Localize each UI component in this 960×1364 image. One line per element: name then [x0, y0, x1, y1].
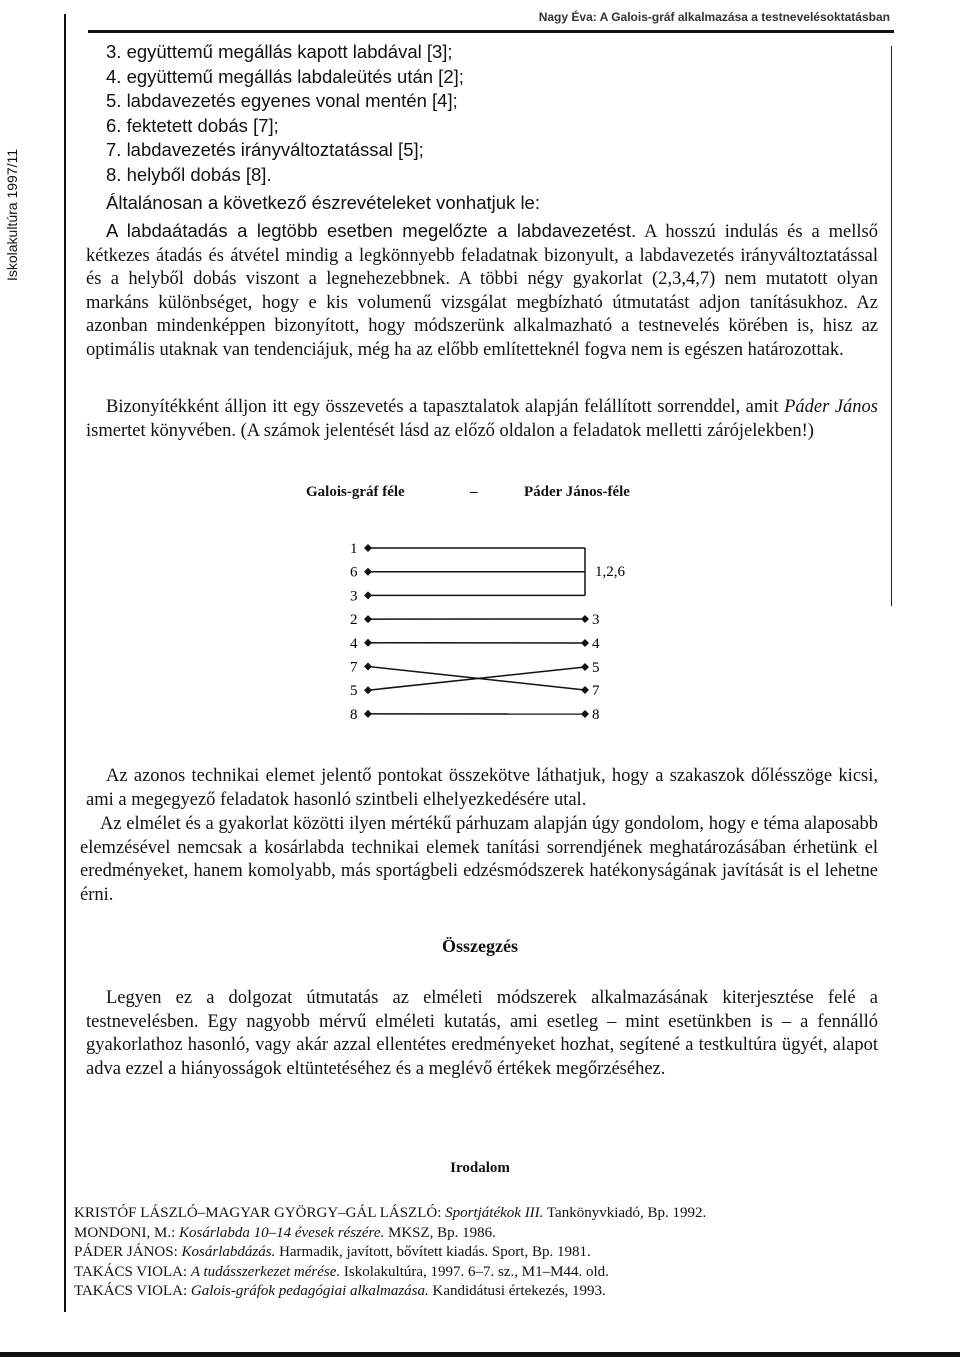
diagram-left-label: 6: [350, 564, 358, 581]
paragraph-text: Az elmélet és a gyakorlat közötti ilyen mértékű párhuzam alapján úgy gondolom, hogy e téma alaposabb elemzésével nemcsak a kosárlabda technikai elemek tanítási sorrendjének meghatározásában érhetünk el eredményeket, hanem komolyabb, más sportágbeli edzésmódszerek hatékonyságának javítását is el lehetne érni.: [80, 814, 878, 905]
running-head: Nagy Éva: A Galois-gráf alkalmazása a testnevelésoktatásban: [538, 10, 890, 24]
reference-authors: TAKÁCS VIOLA:: [74, 1283, 191, 1299]
diagram-right-label: 1,2,6: [595, 564, 625, 580]
intro-line: Általánosan a következő észrevételeket vonhatjuk le:: [106, 192, 540, 213]
reference-item: [74, 1204, 706, 1224]
reference-authors: MONDONI, M.:: [74, 1224, 179, 1241]
references-heading: Irodalom: [450, 1160, 510, 1176]
paragraph-text: ismertet könyvében. (A számok jelentését lásd az előző oldalon a feladatok melletti zárójelekben!): [86, 420, 814, 441]
journal-side-label-text: Iskolakultúra 1997/11: [4, 148, 20, 282]
diagram-right-label: 3: [592, 612, 600, 628]
paragraph-body: A hosszú indulás és a mellső kétkezes átadás és átvétel mindig a legkönnyebb feladatnak bizonyult, a labdavezetés irányváltoztatással és a helyből dobás viszont a legnehezebbnek. A többi négy gyakorlat (2,3,4,7) nem mutatott olyan markáns különbséget, hogy e kis volumenű vizsgálat megbízható útmutatást adjon tanításukhoz. Az azonban mindenképpen bizonyított, hogy módszerünk alkalmazható a testnevelés körében is, hisz az optimális utaknak van tendenciájuk, még ha az előbb említetteknél fogva nem is egészen határozottak.: [86, 222, 878, 360]
diagram-left-label: 2: [350, 612, 358, 629]
paragraph-text: Az azonos technikai elemet jelentő pontokat összekötve láthatjuk, hogy a szakaszok dőlésszöge kicsi, ami a megegyező feladatok hasonló szintbeli elhelyezkedésére utal.: [86, 766, 878, 810]
reference-authors: TAKÁCS VIOLA:: [74, 1263, 191, 1280]
diagram-left-label: 7: [350, 659, 358, 676]
diagram-right-title: Páder János-féle: [524, 484, 630, 500]
reference-title: Kosárlabdázás.: [181, 1244, 276, 1260]
reference-title: Sportjátékok III.: [445, 1205, 544, 1221]
list-item: 3. együttemű megállás kapott labdával [3];: [106, 41, 453, 62]
paragraph-text: Legyen ez a dolgozat útmutatás az elméleti módszerek alkalmazásának kiterjesztése felé a testnevelésben. Egy nagyobb mérvű elméleti kutatás, ami esetleg – mint esetünkben is – a fennálló gyakorlathoz hasonló, vagy akár azzal ellentétes eredményeket hozhat, segítené a testkultúra ügyét, alapot adva ezzel a hiányosságok eltüntetéséhez és a meglévő értékek megőrzéséhez.: [86, 988, 878, 1079]
reference-title: Kosárlabda 10–14 évesek részére.: [179, 1224, 385, 1241]
reference-publisher: Iskolakultúra, 1997. 6–7. sz., M1–M44. old.: [340, 1263, 609, 1280]
diagram-right-label: 4: [592, 636, 600, 652]
reference-title: A tudásszerkezet mérése.: [190, 1263, 341, 1280]
reference-item: [74, 1282, 706, 1302]
reference-publisher: Harmadik, javított, bővített kiadás. Sport, Bp. 1981.: [275, 1244, 591, 1260]
diagram-left-label: 1: [350, 541, 358, 557]
diagram-left-label: 5: [350, 683, 358, 700]
reference-publisher: MKSZ, Bp. 1986.: [384, 1224, 496, 1241]
reference-item: [74, 1224, 706, 1244]
diagram-left-label: 4: [350, 635, 358, 652]
author-name: Páder János: [784, 397, 879, 417]
diagram-left-title: Galois-gráf féle: [306, 484, 405, 500]
reference-authors: PÁDER JÁNOS:: [74, 1244, 182, 1260]
diagram-right-label: 8: [592, 707, 600, 723]
reference-title: Galois-gráfok pedagógiai alkalmazása.: [190, 1283, 429, 1299]
reference-authors: KRISTÓF LÁSZLÓ–MAGYAR GYÖRGY–GÁL LÁSZLÓ:: [74, 1205, 446, 1221]
references-list: [74, 1204, 706, 1302]
list-item: 4. együttemű megállás labdaleütés után [2];: [106, 65, 464, 87]
diagram-right-label: 7: [592, 683, 600, 699]
diagram-right-label: 5: [592, 660, 600, 676]
paragraph-slopes: [86, 765, 878, 812]
list-item: 5. labdavezetés egyenes vonal mentén [4];: [106, 90, 458, 111]
list-item: 6. fektetett dobás [7];: [106, 114, 279, 136]
summary-paragraph: [86, 987, 878, 1081]
reference-publisher: Tankönyvkiadó, Bp. 1992.: [543, 1205, 707, 1221]
reference-item: [74, 1263, 706, 1283]
paragraph-conclusion: [80, 813, 878, 907]
reference-item: [74, 1243, 706, 1263]
diagram-title-dash: –: [470, 484, 478, 500]
paragraph-text: Bizonyítékként álljon itt egy összevetés a tapasztalatok alapján felállított sorrenddel, amit: [106, 397, 785, 417]
reference-publisher: Kandidátusi értekezés, 1993.: [428, 1283, 606, 1299]
summary-heading: Összegzés: [442, 936, 518, 956]
diagram-left-label: 8: [350, 706, 358, 723]
list-item: 8. helyből dobás [8].: [106, 163, 272, 185]
bottom-rule: [0, 1352, 960, 1357]
list-item: 7. labdavezetés irányváltoztatással [5];: [106, 139, 424, 160]
diagram-left-label: 3: [350, 588, 358, 605]
paragraph-lead: A labdaátadás a legtöbb esetben megelőzte a labdavezetést.: [106, 220, 637, 241]
